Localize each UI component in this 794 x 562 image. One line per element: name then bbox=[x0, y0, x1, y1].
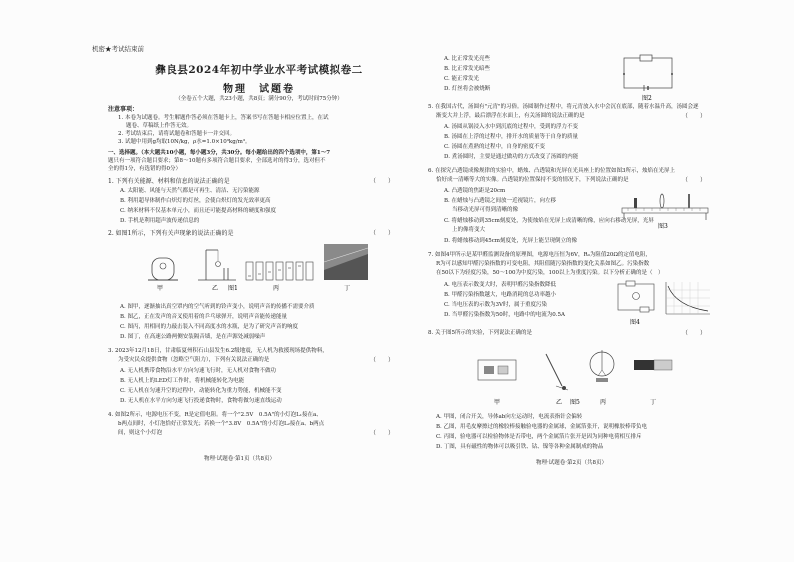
q7-option-a: A. 电压表示数变大时，表明甲醛污染指数降低 bbox=[444, 282, 556, 288]
q8-option-a: A. 甲图，闭合开关，导体ab向左运动时，电流表指针会偏转 bbox=[436, 414, 583, 420]
magnet-rail-figure bbox=[478, 360, 516, 380]
q4-option-c: C. 能正常发光 bbox=[444, 76, 480, 82]
fig4-caption: 图4 bbox=[630, 319, 640, 326]
q1-option-b: B. 利用超导体制作白炽灯的灯丝，会使白炽灯的发光效率更高 bbox=[120, 198, 271, 204]
q5-stem-line: 渐变大并上浮，最后漂浮在水面上，有关汤圆的说法正确的是 bbox=[436, 113, 585, 119]
q6-option-d: D. 将蜡烛移动到45cm刻度处，光屏上能呈现倒立的像 bbox=[444, 238, 578, 244]
q2-option-c: C. 图丙，用相同的力敲击装入不同高度水的水瓶，是为了研究声音的响度 bbox=[120, 324, 299, 330]
notes-heading: 注意事项： bbox=[108, 106, 139, 113]
fig1-label-bing: 丙 bbox=[273, 285, 280, 292]
q6-option-a: A. 凸透镜的焦距是20cm bbox=[444, 188, 506, 194]
figure-3-optical-bench bbox=[622, 190, 710, 230]
q1-option-c: C. 纳米材料不仅基本单元小，而且还可能提高材料的硬度和强度 bbox=[120, 208, 277, 214]
q6-option-c: C. 将蜡烛移动到35cm刻度处，为使烛焰在光屏上成清晰的像，应向右移动光屏，光屏 bbox=[444, 218, 654, 224]
note-line: 3. 试题中用到g均取10N/kg，ρ水=1.0×10³kg/m³。 bbox=[118, 139, 251, 145]
q7-option-d: D. 当甲醛污染指数为50时，电路中的电流为0.5A bbox=[444, 312, 565, 318]
q5-option-c: C. 汤圆在煮熟的过程中，自身的密度不变 bbox=[444, 144, 546, 150]
exam-title: 彝良县2024年初中学业水平考试模拟卷二 bbox=[155, 64, 363, 76]
note-line: 1. 本卷为试题卷。考生解题作答必须在答题卡上，答案书写在答题卡相应位置上，在试 bbox=[118, 115, 329, 121]
bell-jar-figure bbox=[148, 258, 178, 280]
q4-stem-line: 间，则这个小灯泡 bbox=[118, 430, 163, 436]
section1-heading: 一、选择题。（本大题共10小题，每小题3分，共30分。每小题给出的四个选项中，第1～7 bbox=[108, 150, 331, 156]
q5-paren: （ ） bbox=[682, 113, 707, 120]
fig5-label-yi: 乙 bbox=[556, 399, 563, 406]
q4-option-d: D. 灯丝将会被烧断 bbox=[444, 86, 491, 92]
fig1-label-yi: 乙 bbox=[212, 285, 219, 292]
right-column bbox=[420, 0, 712, 562]
q6-paren: （ ） bbox=[682, 177, 707, 184]
q3-stem-line: 3. 2023年12月18日，甘肃临夏州积石山县发生6.2级地震，无人机为救援现场提供物料， bbox=[108, 348, 328, 354]
rod-figure bbox=[546, 354, 568, 390]
q8-paren: （ ） bbox=[682, 330, 707, 337]
figure-2-circuit bbox=[620, 54, 680, 102]
q4-option-a: A. 比正常发光亮些 bbox=[444, 56, 490, 62]
section1-line: 题只有一项符合题目要求；第8～10题有多项符合题目要求，全部选对的得3分，选对但不 bbox=[108, 158, 326, 164]
q7-stem-line: 7. 如图4甲所示是某甲醛监测设备的原理图，电源电压恒为6V，R₀为阻值20Ω的定值电阻， bbox=[428, 252, 651, 258]
q4-paren: （ ） bbox=[370, 430, 395, 437]
bottles-figure bbox=[246, 262, 313, 280]
figure-5 bbox=[476, 342, 676, 410]
q3-option-b: B. 无人机上的LED灯工作时，将机械能转化为电能 bbox=[120, 378, 245, 384]
q3-stem-line: 为受灾民众提供食物（忽略空气阻力），下列有关说法正确的是 bbox=[118, 357, 270, 363]
section1-line: 全的得1分，有选错的得0分） bbox=[108, 166, 181, 172]
footer-right: 物理·试题卷·第2页（共8页） bbox=[536, 460, 607, 466]
secret-mark: 机密★考试结束前 bbox=[92, 45, 144, 53]
figure-1 bbox=[148, 240, 368, 292]
q2-option-a: A. 图甲，逐渐抽出真空罩内的空气听到的铃声变小，说明声音的传播不需要介质 bbox=[120, 304, 315, 310]
fig5-label-jia: 甲 bbox=[494, 399, 501, 406]
fig2-caption: 图2 bbox=[642, 95, 652, 102]
q6-stem-line: 6. 在探究凸透镜成像规律的实验中，蜡烛、凸透镜和光屏在光具座上的位置如图3所示，烛焰在光屏上 bbox=[428, 168, 675, 174]
fig5-caption: 图5 bbox=[570, 399, 580, 406]
fig1-label-ding: 丁 bbox=[344, 285, 351, 292]
footer-left: 物理·试题卷·第1页（共8页） bbox=[204, 456, 275, 462]
q7-option-b: B. 甲醛污染指数越大，电路消耗的总功率越小 bbox=[444, 292, 557, 298]
figure-4 bbox=[616, 278, 712, 330]
q6-stem-line: 恰好成一清晰等大的实像。凸透镜的位置保持不变的情况下，下列说法正确的是 bbox=[436, 177, 629, 183]
q5-option-b: B. 汤圆在上浮的过程中，排开水的质量等于自身的质量 bbox=[444, 134, 579, 140]
q8-option-d: D. 丁图，具有磁性的物体可以吸引铁、钴、镍等各种金属制成的物品 bbox=[436, 444, 604, 450]
left-column bbox=[92, 0, 410, 562]
sound-barrier-photo bbox=[324, 244, 368, 280]
q2-paren: （ ） bbox=[370, 230, 395, 237]
q4-stem-line: 4. 如图2所示，电源电压不变，R是定值电阻。将一个"2.5V 0.5A"的小灯泡L₁接在a、 bbox=[108, 412, 322, 418]
q5-option-a: A. 汤圆从锅浸入水中到沉底的过程中，受到的浮力不变 bbox=[444, 124, 578, 130]
q3-option-a: A. 无人机携带食物沿水平方向匀速飞行时，无人机对食物不做功 bbox=[120, 368, 276, 374]
q4-option-b: B. 比正常发光暗些 bbox=[444, 66, 491, 72]
note-line: 题卷、草稿纸上作答无效。 bbox=[126, 123, 193, 129]
q7-stem-line: R为可以感知甲醛污染指数的可变电阻，其阻值随污染指数的变化关系如图乙。污染指数 bbox=[436, 261, 650, 267]
q7-stem-line: 在50以下为轻度污染，50～100为中度污染，100以上为重度污染。以下分析正确的是（ ） bbox=[436, 270, 664, 276]
q6-option-b-cont: 当移动光屏可得到清晰的像 bbox=[452, 207, 519, 213]
q1-option-a: A. 太阳能、风能与天然气都是可再生、清洁、无污染能源 bbox=[120, 188, 260, 194]
fig3-caption: 图3 bbox=[658, 223, 668, 230]
q3-paren: （ ） bbox=[370, 357, 395, 364]
q6-option-c-cont: 上的像将变大 bbox=[452, 227, 486, 233]
electroscope-figure bbox=[590, 350, 614, 382]
q8-stem: 8. 关于图5所示的实验，下列说法正确的是 bbox=[428, 330, 532, 336]
q2-stem: 2. 如图1所示，下列有关声现象的说法正确的是 bbox=[108, 230, 234, 237]
note-line: 2. 考试结束后，请将试题卷和答题卡一并交回。 bbox=[118, 131, 235, 137]
fig1-caption: 图1 bbox=[228, 285, 238, 292]
exam-info: （全卷五个大题，共23小题，共8页；满分90分，考试时间75分钟） bbox=[175, 96, 343, 102]
q5-stem-line: 5. 在我国古代，汤圆有"元宵"的习俗。汤圆制作过程中，将元宵放入水中会沉在底部，随着水温升高，汤圆会逐 bbox=[428, 104, 699, 110]
exam-subtitle: 物理 试题卷 bbox=[223, 84, 295, 95]
q2-option-b: B. 图乙，正在发声的音叉使用着的乒乓球弹开，说明声音能传递能量 bbox=[120, 314, 288, 320]
q5-option-d: D. 煮汤圆时，主要是通过做功的方式改变了汤圆的内能 bbox=[444, 154, 579, 160]
q1-stem: 1. 下列有关能源、材料和信息的说法正确的是 bbox=[108, 178, 230, 185]
q2-option-d: D. 图丁，在高速公路两侧安装隔音墙，是在声源处减弱噪声 bbox=[120, 334, 266, 340]
fig1-label-jia: 甲 bbox=[157, 285, 164, 292]
tuning-fork-figure bbox=[198, 250, 236, 280]
q8-option-b: B. 乙图，用毛皮摩擦过的橡胶棒接触验电器的金属球，金属箔张开，说明橡胶棒带负电 bbox=[436, 424, 648, 430]
q3-option-c: C. 无人机在匀速升空的过程中，动能转化为重力势能，机械能不变 bbox=[120, 388, 282, 394]
q7-option-c: C. 当电压表的示数为3V时，属于重度污染 bbox=[444, 302, 547, 308]
q4-stem-line: b两点间时，小灯泡恰好正常发光；若换一个"3.8V 0.5A"的小灯泡L₂接在a、b两点 bbox=[118, 421, 325, 427]
fig5-label-ding: 丁 bbox=[650, 399, 657, 406]
q3-option-d: D. 无人机在水平方向匀速飞行投递食物时，食物将做匀速直线运动 bbox=[120, 398, 282, 404]
q6-option-b: B. 在蜡烛与凸透镜之间放一近视镜片，向左移 bbox=[444, 198, 557, 204]
q1-option-d: D. 手机是利用超声波传递信息的 bbox=[120, 218, 200, 224]
q8-option-c: C. 丙图，验电器可以检验物体是否带电，两个金属箔片张开是因为同种电荷相互排斥 bbox=[436, 434, 642, 440]
fig5-label-bing: 丙 bbox=[600, 399, 607, 406]
q1-paren: （ ） bbox=[370, 178, 395, 185]
bar-magnet-figure bbox=[634, 360, 672, 370]
